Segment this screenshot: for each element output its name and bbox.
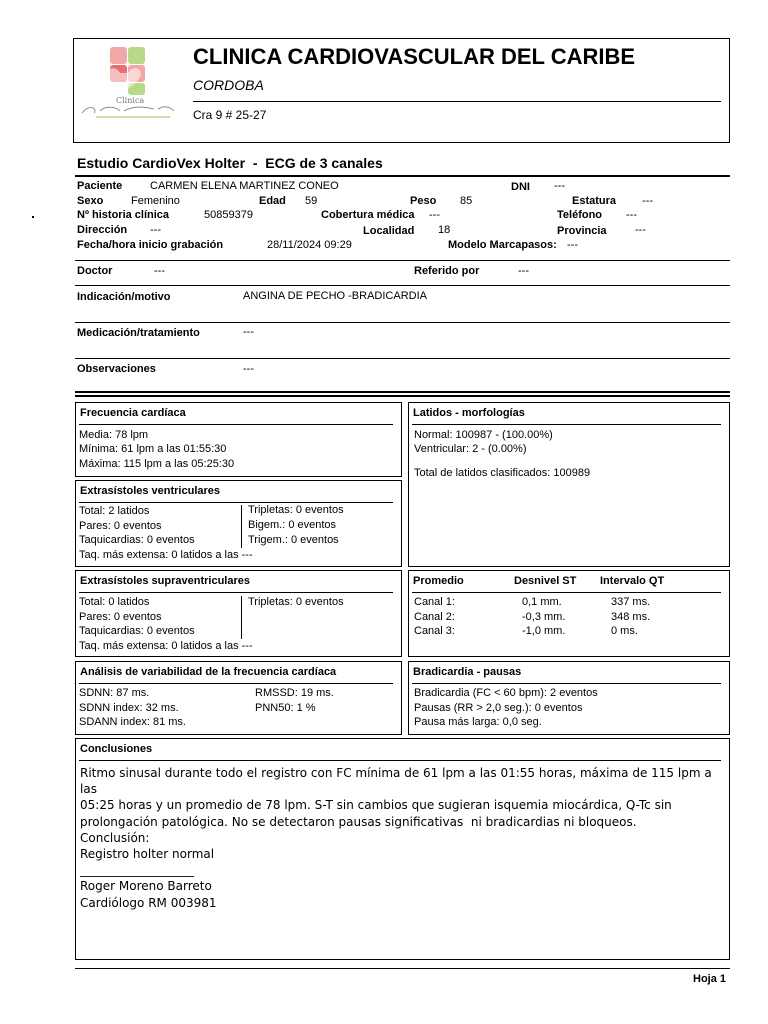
latidos-box [408,402,730,567]
conclusion-line: 05:25 horas y un promedio de 78 lpm. S-T sin cambios que sugieran isquemia miocárdica, Q-Tc sin [80,798,672,813]
latidos-total: Total de latidos clasificados: 100989 [414,467,591,479]
clinic-name: CLINICA CARDIOVASCULAR DEL CARIBE [193,44,636,69]
ev-title: Extrasístoles ventriculares [80,485,221,497]
sexo-label: Sexo [77,195,104,207]
direccion-value: --- [150,224,161,236]
fecha-label: Fecha/hora inicio grabación [77,239,224,251]
bradi-pausa-larga: Pausa más larga: 0,0 seg. [414,716,542,728]
clinic-city: CORDOBA [193,77,264,93]
hrv-pnn50: PNN50: 1 % [255,702,316,714]
doctor-label: Doctor [77,265,113,277]
medicacion-label: Medicación/tratamiento [77,327,200,339]
peso-label: Peso [410,195,437,207]
medicacion-value: --- [243,326,254,338]
header-box [73,38,730,143]
st-header: Desnivel ST [514,575,577,587]
cobertura-label: Cobertura médica [321,209,415,221]
qt-header: Intervalo QT [600,575,665,587]
ev-total: Total: 2 latidos [79,505,150,517]
conclusion-line: prolongación patológica. No se detectaron pausas significativas ni bradicardias ni bloqueos. [80,814,637,829]
esv-taq-extensa: Taq. más extensa: 0 latidos a las --- [79,640,253,652]
sexo-value: Femenino [131,195,180,207]
doctor-registration: Cardiólogo RM 003981 [80,895,217,910]
bradi-title-rule [412,683,721,684]
bradi-title: Bradicardia - pausas [413,666,522,678]
canal-2-qt: 348 ms. [611,611,651,623]
esv-total: Total: 0 latidos [79,596,150,608]
esv-title-rule [79,592,393,593]
section-double-rule-top [75,391,730,393]
esv-title: Extrasístoles supraventriculares [80,575,250,587]
latidos-title: Latidos - morfologías [413,407,525,419]
paciente-label: Paciente [77,180,123,192]
patient-rule [75,260,730,261]
estatura-value: --- [642,195,653,207]
canal-1-st: 0,1 mm. [522,596,562,608]
paciente-value: CARMEN ELENA MARTINEZ CONEO [150,180,339,192]
esv-tripletas: Tripletas: 0 eventos [248,596,344,608]
ev-taq-extensa: Taq. más extensa: 0 latidos a las --- [79,549,253,561]
telefono-label: Teléfono [557,209,603,221]
fecha-value: 28/11/2024 09:29 [267,239,352,251]
hrv-sdnn: SDNN: 87 ms. [79,687,150,699]
ev-bigem: Bigem.: 0 eventos [248,519,337,531]
promedio-title-rule [412,592,721,593]
bradi-bradicardia: Bradicardia (FC < 60 bpm): 2 eventos [414,687,598,699]
conclusiones-box [75,738,730,960]
conclusiones-title: Conclusiones [80,743,153,755]
edad-label: Edad [259,195,286,207]
fc-minima: Mínima: 61 lpm a las 01:55:30 [79,443,227,455]
esv-box [75,570,402,657]
historia-value: 50859379 [204,209,253,221]
canal-3-st: -1,0 mm. [522,625,566,637]
conclusion-line: Ritmo sinusal durante todo el registro con FC mínima de 61 lpm a las 01:55 horas, máxima de 115 lpm a las [80,766,716,797]
fc-box [75,402,402,477]
canal-3-qt: 0 ms. [611,625,638,637]
provincia-value: --- [635,224,646,236]
estatura-label: Estatura [572,195,617,207]
indicacion-label: Indicación/motivo [77,291,171,303]
bradi-box [408,661,730,735]
peso-value: 85 [460,195,473,207]
localidad-value: 18 [438,224,451,236]
hrv-sdann-index: SDANN index: 81 ms. [79,716,186,728]
canal-2-label: Canal 2: [414,611,455,623]
fc-title: Frecuencia cardíaca [80,407,186,419]
canal-3-label: Canal 3: [414,625,455,637]
conclusiones-title-rule [79,760,721,761]
edad-value: 59 [305,195,318,207]
signature-line: ___________________ [80,863,194,878]
canal-1-label: Canal 1: [414,596,455,608]
ev-taquicardias: Taquicardias: 0 eventos [79,534,195,546]
esv-pares: Pares: 0 eventos [79,611,162,623]
doctor-rule [75,285,730,286]
conclusion-line: Conclusión: [80,830,150,845]
marcapasos-value: --- [567,239,578,251]
canal-1-qt: 337 ms. [611,596,651,608]
ev-title-rule [79,502,393,503]
referido-label: Referido por [414,265,480,277]
referido-value: --- [518,265,529,277]
dni-label: DNI [511,181,530,193]
latidos-title-rule [412,424,721,425]
canal-2-st: -0,3 mm. [522,611,566,623]
observaciones-label: Observaciones [77,363,156,375]
conclusion-line: Registro holter normal [80,847,215,862]
section-double-rule-bottom [75,395,730,397]
historia-label: Nº historia clínica [77,209,170,221]
bradi-pausas: Pausas (RR > 2,0 seg.): 0 eventos [414,702,583,714]
indicacion-value: ANGINA DE PECHO -BRADICARDIA [243,290,427,302]
telefono-value: --- [626,209,637,221]
fc-maxima: Máxima: 115 lpm a las 05:25:30 [79,458,235,470]
title-rule [75,175,730,177]
promedio-header: Promedio [413,575,464,587]
esv-taquicardias: Taquicardias: 0 eventos [79,625,195,637]
fc-media: Media: 78 lpm [79,429,149,441]
promedio-box [408,570,730,657]
observaciones-value: --- [243,363,254,375]
marcapasos-label: Modelo Marcapasos: [448,239,557,251]
indicacion-rule [75,322,730,323]
doctor-value: --- [154,265,165,277]
footer-rule [75,968,730,969]
svg-text:Clinica: Clinica [116,96,145,105]
ev-trigem: Trigem.: 0 eventos [248,534,339,546]
fc-title-rule [79,424,393,425]
page-number: Hoja 1 [693,973,727,985]
hrv-rmssd: RMSSD: 19 ms. [255,687,334,699]
cobertura-value: --- [429,209,440,221]
provincia-label: Provincia [557,225,607,237]
ev-tripletas: Tripletas: 0 eventos [248,504,344,516]
direccion-label: Dirección [77,224,128,236]
localidad-label: Localidad [363,225,415,237]
hrv-title: Análisis de variabilidad de la frecuencia cardíaca [80,666,337,678]
medicacion-rule [75,358,730,359]
heart-logo-icon [80,43,176,119]
hrv-box [75,661,402,735]
esv-column-divider [241,596,242,639]
conclusiones-text [80,765,720,911]
left-margin-dot [32,216,34,218]
clinic-logo [80,43,176,119]
study-title: Estudio CardioVex Holter - ECG de 3 canales [77,155,383,171]
clinic-address: Cra 9 # 25-27 [193,108,267,122]
header-divider [193,101,721,102]
hrv-title-rule [79,683,393,684]
latidos-normal: Normal: 100987 - (100.00%) [414,429,553,441]
ev-column-divider [241,505,242,548]
dni-value: --- [554,180,565,192]
hrv-sdnn-index: SDNN index: 32 ms. [79,702,179,714]
ev-box [75,480,402,567]
ev-pares: Pares: 0 eventos [79,520,162,532]
doctor-name: Roger Moreno Barreto [80,879,212,894]
latidos-ventricular: Ventricular: 2 - (0.00%) [414,443,527,455]
